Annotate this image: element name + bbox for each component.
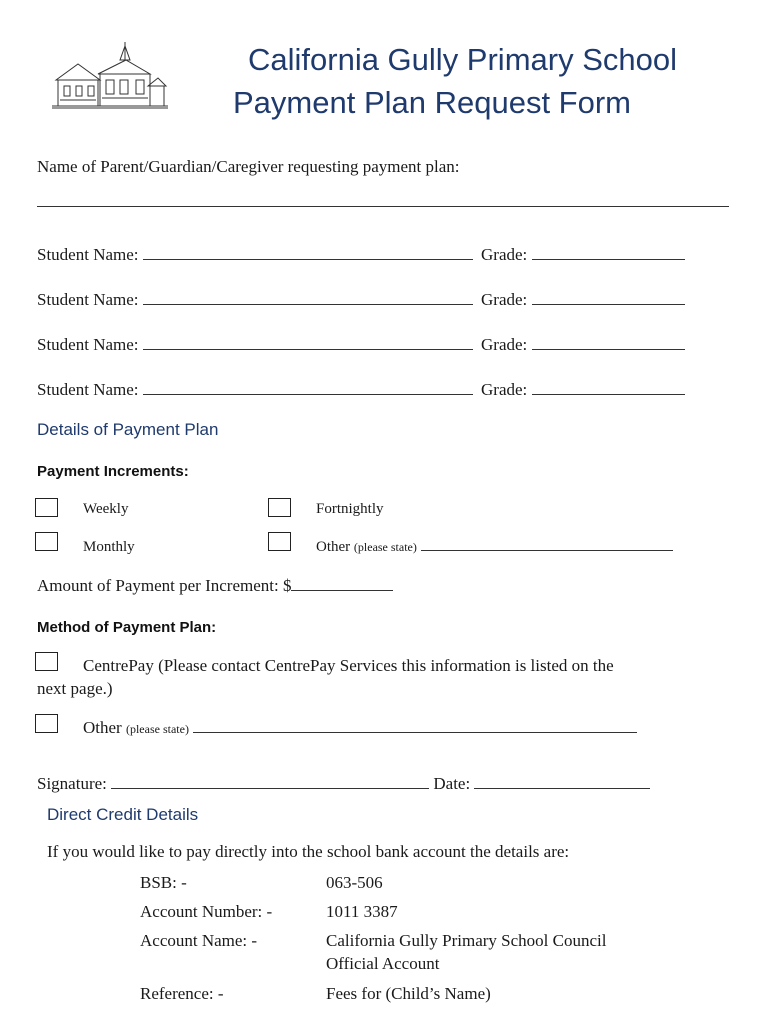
- direct-credit-intro: If you would like to pay directly into the school bank account the details are:: [47, 842, 570, 861]
- bsb-value: 063-506: [326, 873, 383, 892]
- signature-row: [37, 774, 650, 794]
- student-name-label: Student Name:: [37, 380, 139, 399]
- weekly-checkbox[interactable]: [35, 498, 58, 517]
- grade-label: Grade:: [481, 245, 528, 264]
- grade-field[interactable]: [532, 290, 685, 305]
- student-name-field[interactable]: [143, 335, 473, 350]
- fortnightly-checkbox[interactable]: [268, 498, 291, 517]
- school-logo-icon: [50, 38, 170, 114]
- grade-label: Grade:: [481, 290, 528, 309]
- other-method-checkbox[interactable]: [35, 714, 58, 733]
- student-name-field[interactable]: [143, 380, 473, 395]
- student-name-field[interactable]: [143, 245, 473, 260]
- account-number-value: 1011 3387: [326, 902, 398, 921]
- parent-name-label: Name of Parent/Guardian/Caregiver requesting payment plan:: [37, 157, 460, 176]
- other-increment-checkbox[interactable]: [268, 532, 291, 551]
- student-row: [37, 335, 685, 355]
- other-increment-field[interactable]: [421, 539, 673, 551]
- account-number-label: Account Number: -: [140, 902, 273, 921]
- date-label: Date:: [433, 774, 471, 793]
- centrepay-text-line2: next page.): [37, 679, 113, 698]
- grade-field[interactable]: [532, 245, 685, 260]
- payment-increments-label: Payment Increments:: [37, 463, 189, 480]
- please-state-hint: (please state): [125, 722, 189, 736]
- weekly-label: Weekly: [83, 501, 129, 517]
- date-field[interactable]: [474, 774, 650, 789]
- other-method-row: [83, 718, 637, 738]
- payment-plan-heading: Details of Payment Plan: [37, 420, 219, 439]
- centrepay-text-line1: CentrePay (Please contact CentrePay Services this information is listed on the: [83, 656, 614, 675]
- grade-label: Grade:: [481, 380, 528, 399]
- fortnightly-label: Fortnightly: [316, 501, 384, 517]
- student-row: [37, 380, 685, 400]
- amount-field[interactable]: [291, 576, 393, 591]
- grade-label: Grade:: [481, 335, 528, 354]
- reference-value: Fees for (Child’s Name): [326, 984, 491, 1003]
- student-row: [37, 245, 685, 265]
- signature-field[interactable]: [111, 774, 429, 789]
- other-increment-label: Other: [316, 539, 351, 555]
- other-method-field[interactable]: [193, 718, 637, 733]
- account-name-label: Account Name: -: [140, 931, 258, 950]
- grade-field[interactable]: [532, 380, 685, 395]
- reference-label: Reference: -: [140, 984, 224, 1003]
- student-name-label: Student Name:: [37, 290, 139, 309]
- signature-label: Signature:: [37, 774, 107, 793]
- student-name-label: Student Name:: [37, 335, 139, 354]
- direct-credit-heading: Direct Credit Details: [47, 805, 199, 824]
- amount-row: [37, 576, 393, 596]
- other-increment-row: [316, 539, 673, 556]
- centrepay-checkbox[interactable]: [35, 652, 58, 671]
- payment-method-label: Method of Payment Plan:: [37, 619, 217, 636]
- account-name-value-line1: California Gully Primary School Council: [326, 931, 607, 950]
- student-row: [37, 290, 685, 310]
- amount-label: Amount of Payment per Increment: $: [37, 576, 292, 595]
- other-method-label: Other: [83, 718, 122, 737]
- please-state-hint: (please state): [353, 540, 417, 554]
- student-name-label: Student Name:: [37, 245, 139, 264]
- student-name-field[interactable]: [143, 290, 473, 305]
- bsb-label: BSB: -: [140, 873, 187, 892]
- grade-field[interactable]: [532, 335, 685, 350]
- parent-name-line[interactable]: [37, 192, 729, 207]
- monthly-label: Monthly: [83, 539, 135, 555]
- monthly-checkbox[interactable]: [35, 532, 58, 551]
- form-title-line2: Payment Plan Request Form: [233, 85, 632, 120]
- account-name-value-line2: Official Account: [326, 954, 440, 973]
- form-title-line1: California Gully Primary School: [248, 42, 677, 77]
